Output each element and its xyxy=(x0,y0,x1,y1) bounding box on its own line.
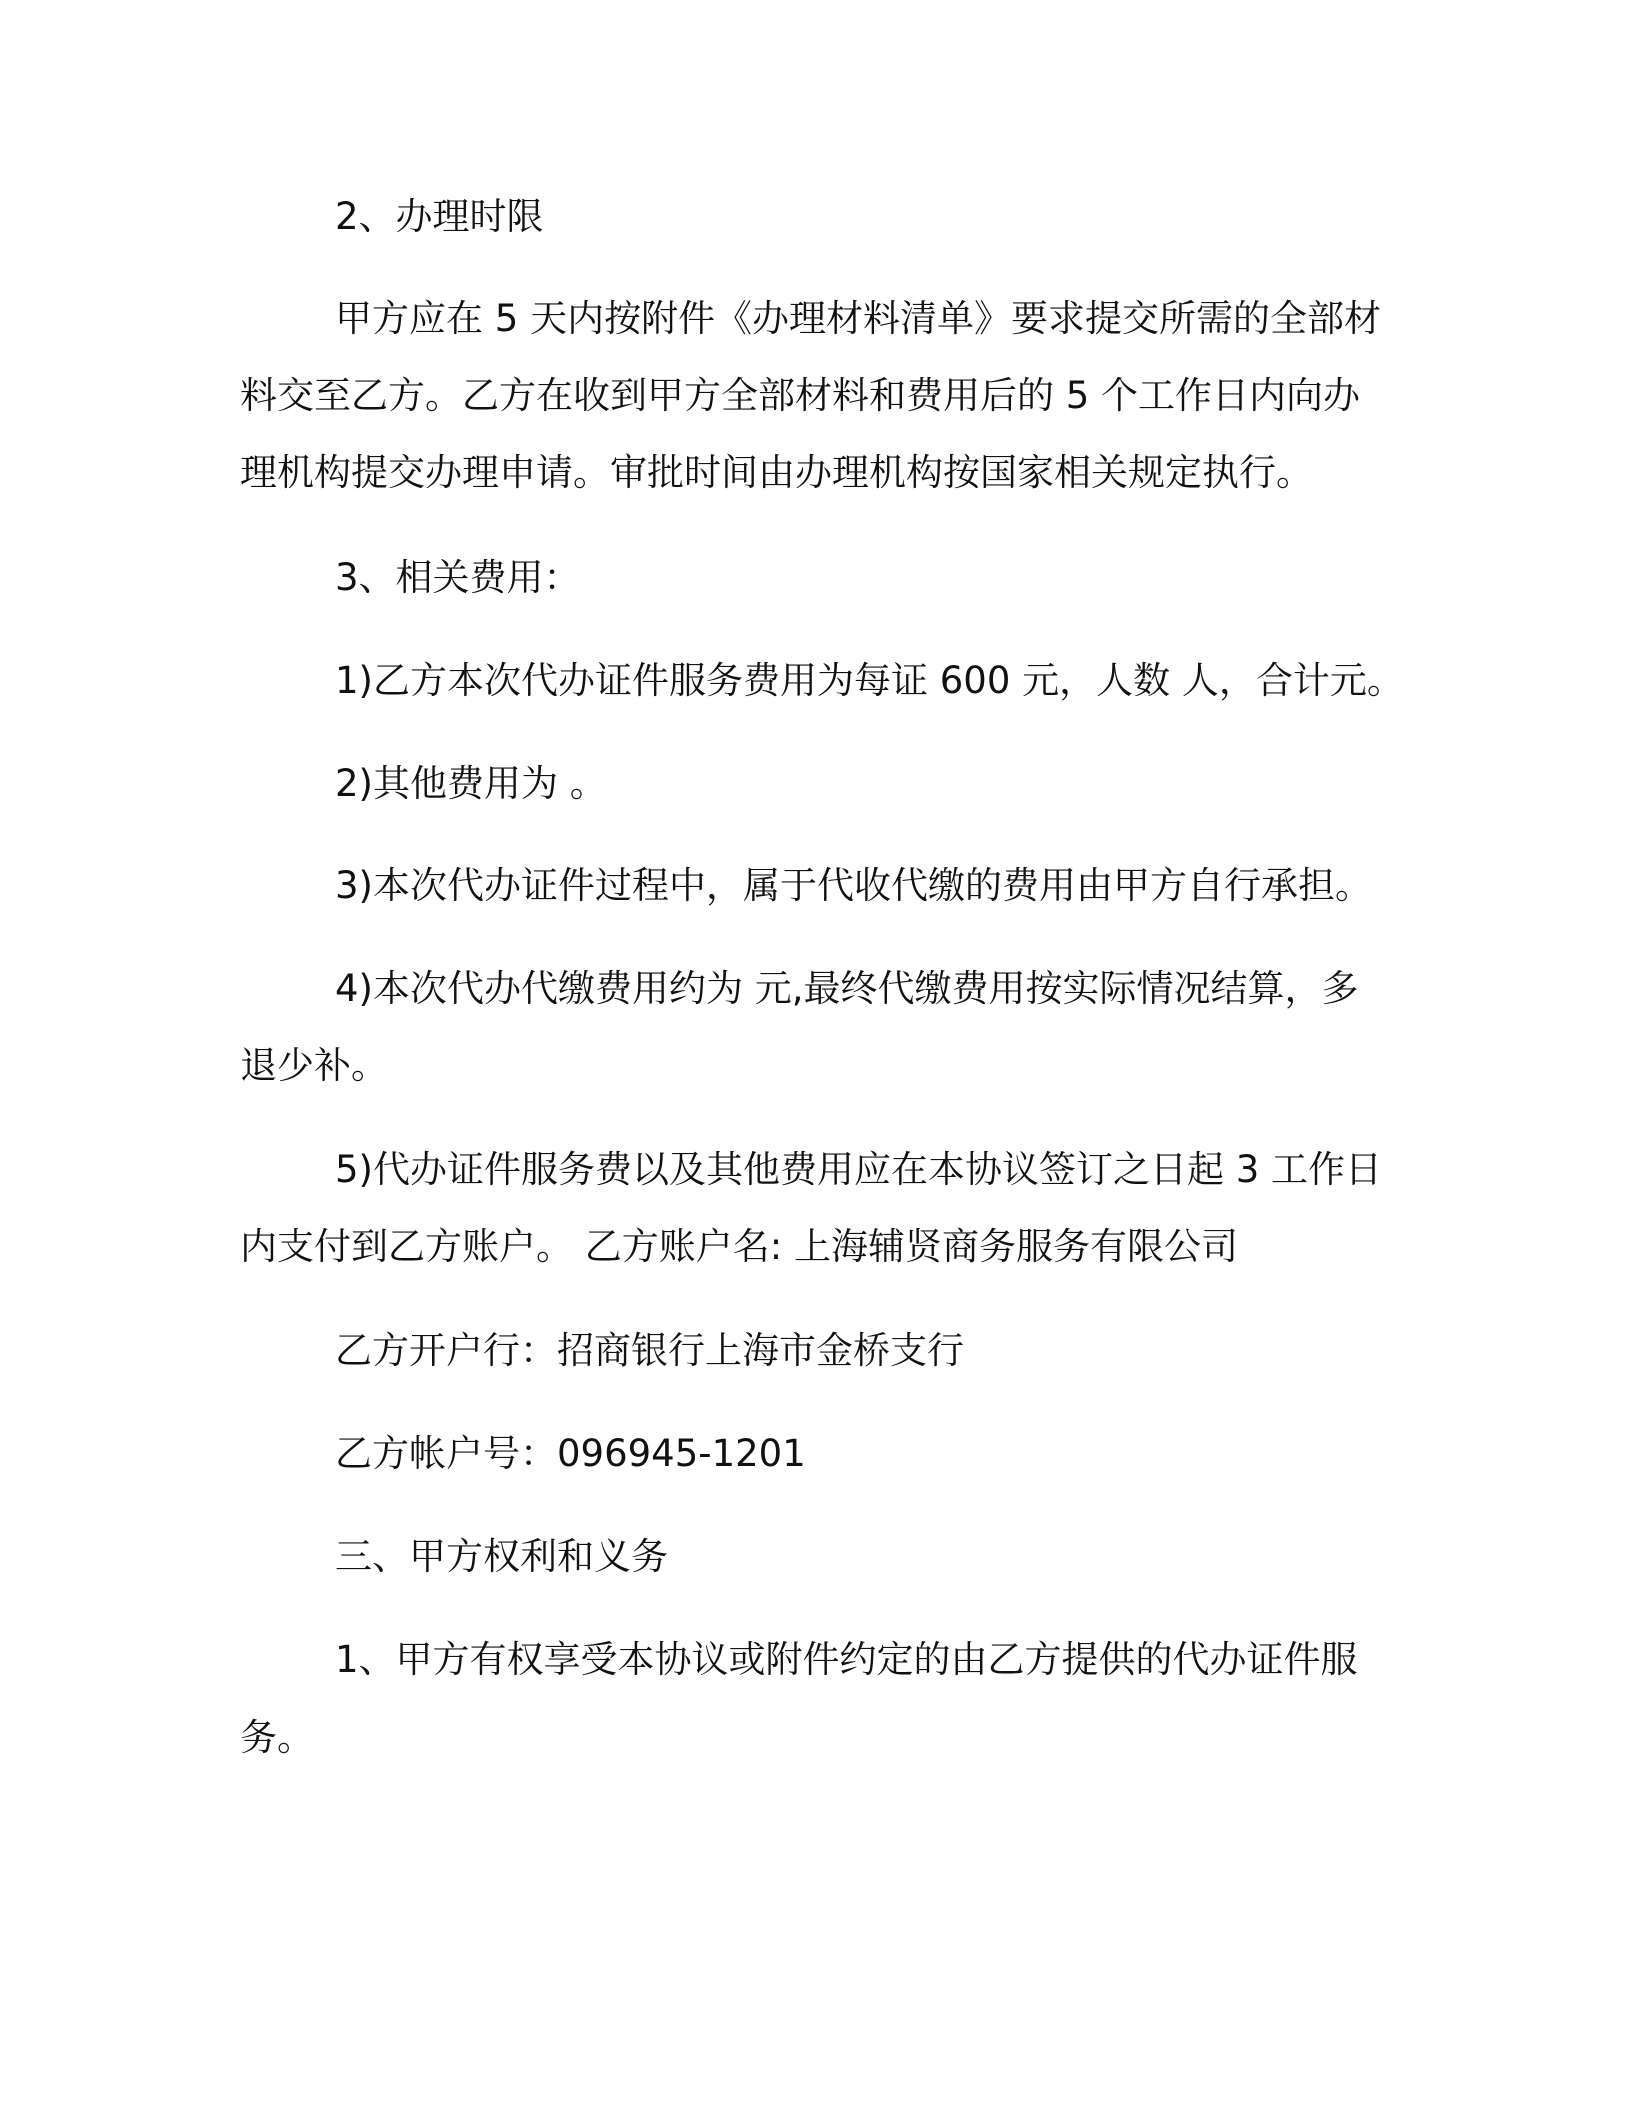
fee-item-3: 3)本次代办证件过程中，属于代收代缴的费用由甲方自行承担。 xyxy=(335,864,1372,907)
rights-item-1: 1、甲方有权享受本协议或附件约定的由乙方提供的代办证件服 xyxy=(335,1638,1358,1681)
fee-item-5: 5)代办证件服务费以及其他费用应在本协议签订之日起 3 工作日 xyxy=(335,1148,1383,1191)
section-heading-related-fees: 3、相关费用： xyxy=(335,556,581,599)
paragraph-line: 理机构提交办理申请。审批时间由办理机构按国家相关规定执行。 xyxy=(240,451,1313,494)
bank-name-line: 乙方开户行：招商银行上海市金桥支行 xyxy=(335,1329,964,1372)
rights-item-1-continued: 务。 xyxy=(240,1716,314,1759)
fee-item-1: 1)乙方本次代办证件服务费用为每证 600 元，人数 人，合计元。 xyxy=(335,659,1404,702)
fee-item-2: 2)其他费用为 。 xyxy=(335,762,607,805)
fee-item-4: 4)本次代办代缴费用约为 元,最终代缴费用按实际情况结算，多 xyxy=(335,967,1359,1010)
paragraph-line: 料交至乙方。乙方在收到甲方全部材料和费用后的 5 个工作日内向办 xyxy=(240,374,1361,417)
section-heading-processing-time: 2、办理时限 xyxy=(335,195,544,238)
fee-item-5-continued: 内支付到乙方账户。 乙方账户名: 上海辅贤商务服务有限公司 xyxy=(240,1225,1238,1268)
paragraph-line: 甲方应在 5 天内按附件《办理材料清单》要求提交所需的全部材 xyxy=(335,297,1382,340)
fee-item-4-continued: 退少补。 xyxy=(240,1044,388,1087)
section-heading-party-a-rights: 三、甲方权利和义务 xyxy=(335,1535,668,1578)
account-number-line: 乙方帐户号：096945-1201 xyxy=(335,1432,806,1475)
